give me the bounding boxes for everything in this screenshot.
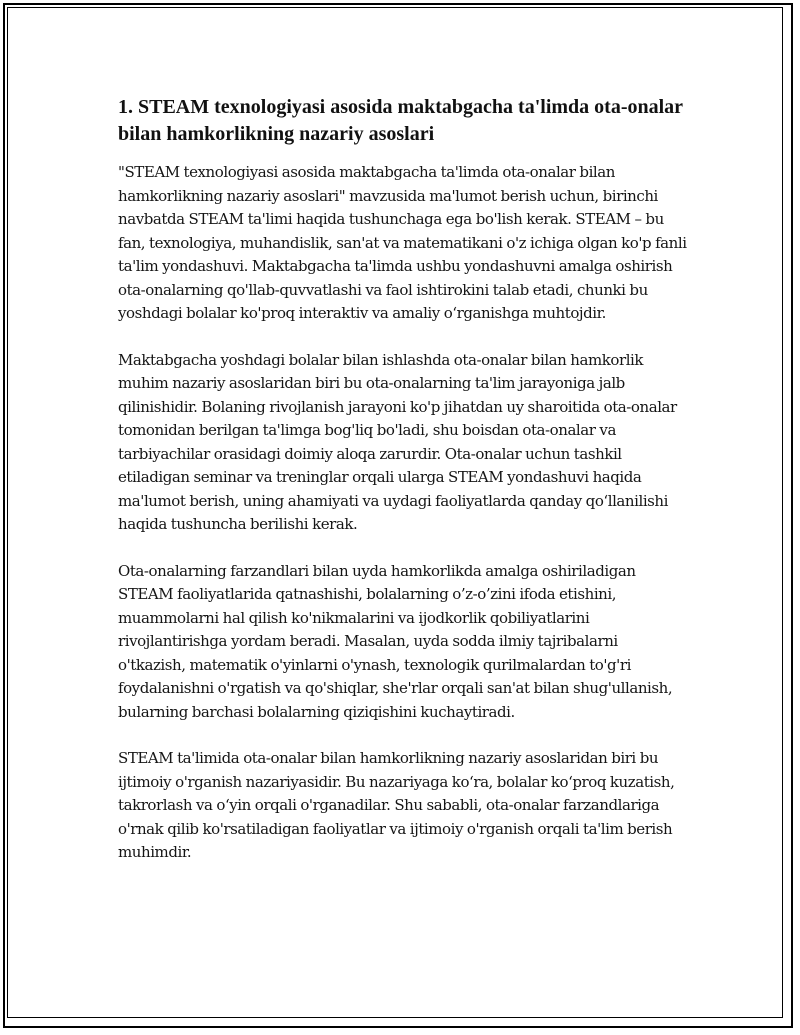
document-body: [118, 94, 688, 888]
paragraph-2: Maktabgacha yoshdagi bolalar bilan ishlashda ota-onalar bilan hamkorlik muhim nazariy asoslaridan biri bu ota-onalarning ta'lim jarayoniga jalb qilinishidir. Bolaning rivojlanish jarayoni ko'p jihatdan uy sharoitida ota-onalar tomonidan berilgan ta'limga bog'liq bo'ladi, shu boisdan ota-onalar va tarbiyachilar orasidagi doimiy aloqa zarurdir. Ota-onalar uchun tashkil etiladigan seminar va treninglar orqali ularga STEAM yondashuvi haqida ma'lumot berish, uning ahamiyati va uydagi faoliyatlarda qanday qo‘llanilishi haqida tushuncha berilishi kerak.: [118, 350, 677, 533]
paragraph-3: Ota-onalarning farzandlari bilan uyda hamkorlikda amalga oshiriladigan STEAM faoliyatlarida qatnashishi, bolalarning o’z-o’zini ifoda etishini, muammolarni hal qilish ko'nikmalarini va ijodkorlik qobiliyatlarini rivojlantirishga yordam beradi. Masalan, uyda sodda ilmiy tajribalarni o'tkazish, matematik o'yinlarni o'ynash, texnologik qurilmalardan to'g'ri foydalanishni o'rgatish va qo'shiqlar, she'rlar orqali san'at bilan shug'ullanish, bularning barchasi bolalarning qiziqishini kuchaytiradi.: [118, 561, 673, 721]
paragraph-4: STEAM ta'limida ota-onalar bilan hamkorlikning nazariy asoslaridan biri bu ijtimoiy o'rganish nazariyasidir. Bu nazariyaga ko‘ra, bolalar ko‘proq kuzatish, takrorlash va o‘yin orqali o'rganadilar. Shu sababli, ota-onalar farzandlariga o'rnak qilib ko'rsatiladigan faoliyatlar va ijtimoiy o'rganish orqali ta'lim berish muhimdir.: [118, 749, 675, 861]
section-heading: 1. STEAM texnologiyasi asosida maktabgacha ta'limda ota-onalar bilan hamkorlikning nazariy asoslari: [118, 96, 683, 145]
paragraph-1: "STEAM texnologiyasi asosida maktabgacha ta'limda ota-onalar bilan hamkorlikning nazariy asoslari" mavzusida ma'lumot berish uchun, birinchi navbatda STEAM ta'limi haqida tushunchaga ega bo'lish kerak. STEAM – bu fan, texnologiya, muhandislik, san'at va matematikani o'z ichiga olgan ko'p fanli ta'lim yondashuvi. Maktabgacha ta'limda ushbu yondashuvni amalga oshirish ota-onalarning qo'llab-quvvatlashi va faol ishtirokini talab etadi, chunki bu yoshdagi bolalar ko'proq interaktiv va amaliy o‘rganishga muhtojdir.: [118, 163, 687, 322]
